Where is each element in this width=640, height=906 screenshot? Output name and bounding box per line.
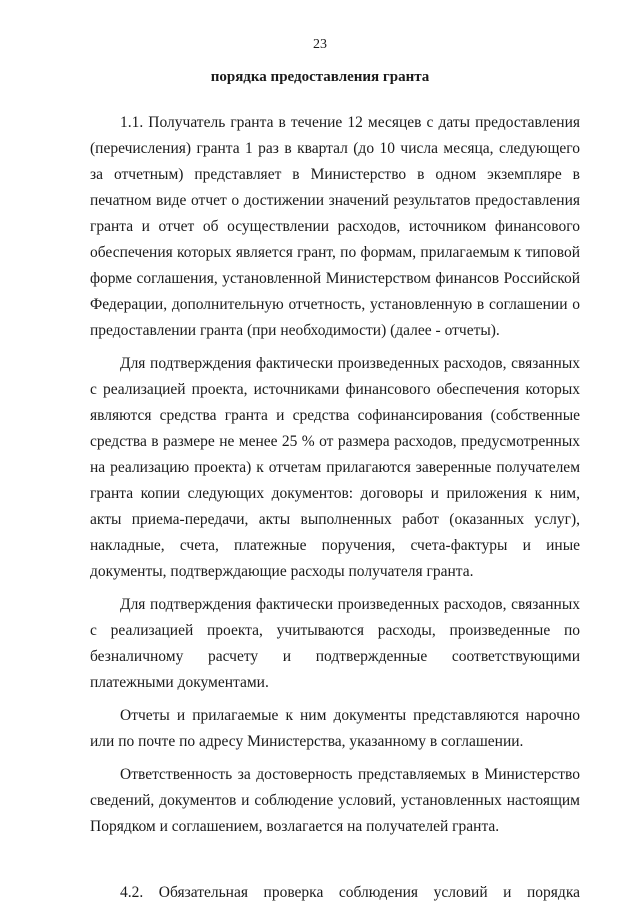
paragraph-expense-confirmation: Для подтверждения фактически произведенных расходов, связанных с реализацией проекта, источниками финансового обеспечения которых являются средства гранта и средства софинансирования (собственные средства в размере не менее 25 % от размера расходов, предусмотренных на реализацию проекта) к отчетам прилагаются заверенные получателем гранта копии следующих документов: договоры и приложения к ним, акты приема-передачи, акты выполненных работ (оказанных услуг), накладные, счета, платежные поручения, счета-фактуры и иные документы, подтверждающие расходы получателя гранта. [90, 355, 580, 580]
page-number: 23 [313, 37, 327, 52]
section-heading: порядка предоставления гранта [210, 69, 430, 85]
document-body [90, 110, 580, 906]
paragraph-responsibility: Ответственность за достоверность представляемых в Министерство сведений, документов и соблюдение условий, установленных настоящим Порядком и соглашением, возлагается на получателей гранта. [90, 766, 580, 835]
paragraph-1-1: 1.1. Получатель гранта в течение 12 месяцев с даты предоставления (перечисления) гранта 1 раз в квартал (до 10 числа месяца, следующего за отчетным) представляет в Министерство в одном экземпляре в печатном виде отчет о достижении значений результатов предоставления гранта и отчет об осуществлении расходов, источником финансового обеспечения которых является грант, по формам, прилагаемым к типовой форме соглашения, установленной Министерством финансов Российской Федерации, дополнительную отчетность, установленную в соглашении о предоставлении гранта (при необходимости) (далее - отчеты). [90, 114, 580, 339]
paragraph-delivery-method: Отчеты и прилагаемые к ним документы представляются нарочно или по почте по адресу Министерства, указанному в соглашении. [90, 707, 580, 750]
paragraph-4-2: 4.2. Обязательная проверка соблюдения условий и порядка [120, 884, 580, 901]
paragraph-cashless-expenses: Для подтверждения фактически произведенных расходов, связанных с реализацией проекта, учитываются расходы, произведенные по безналичному расчету и подтвержденные соответствующими платежными документами. [90, 596, 580, 691]
